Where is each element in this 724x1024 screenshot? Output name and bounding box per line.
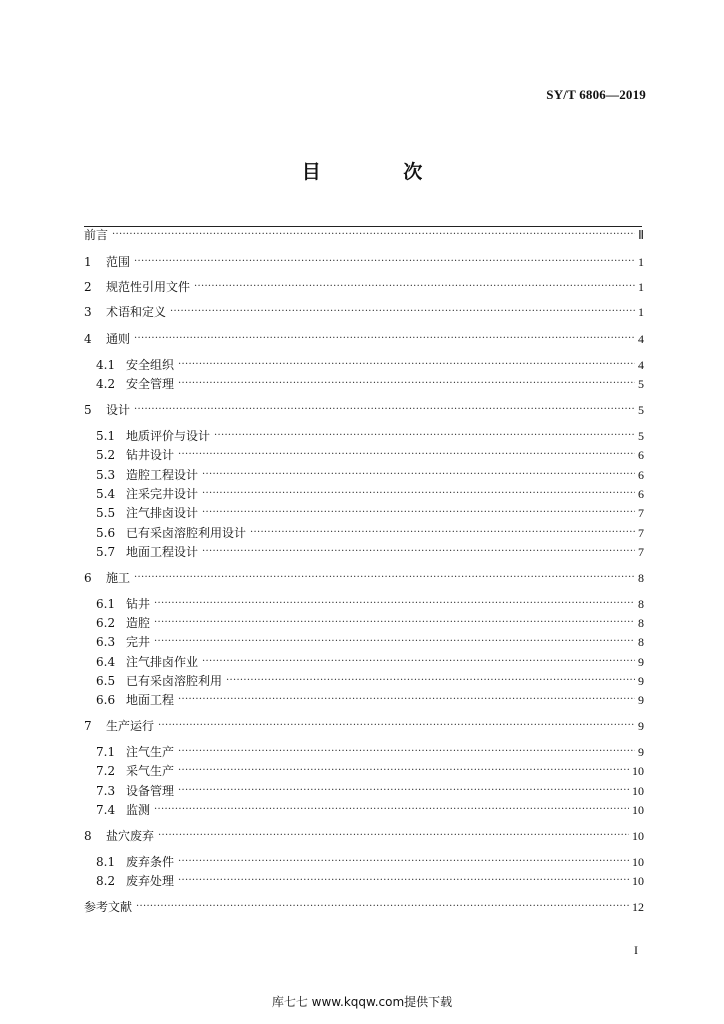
toc-entry-number: 6 — [84, 571, 92, 585]
toc-entry-title: 规范性引用文件 — [106, 280, 191, 294]
toc-leader-dots — [170, 303, 635, 321]
toc-entry-page: 1 — [638, 305, 644, 319]
toc-entry-title: 注采完井设计 — [126, 487, 199, 501]
toc-entry[interactable] — [96, 427, 644, 445]
toc-entry-title: 废弃处理 — [126, 874, 175, 888]
page-title: 目 次 — [301, 161, 461, 183]
toc-leader-dots — [134, 569, 635, 587]
toc-entry-number: 6.5 — [96, 674, 116, 688]
toc-entry-page: Ⅱ — [638, 228, 644, 242]
toc-entry-title: 设备管理 — [126, 784, 175, 798]
toc-entry-page: 7 — [638, 545, 644, 559]
toc-entry-title: 监测 — [126, 803, 151, 817]
toc-leader-dots — [202, 485, 635, 503]
toc-entry-title: 参考文献 — [84, 900, 133, 914]
toc-entry[interactable] — [96, 375, 644, 393]
toc-entry[interactable] — [96, 356, 644, 374]
toc-leader-dots — [178, 743, 635, 761]
toc-leader-dots — [134, 401, 635, 419]
toc-entry-page: 9 — [638, 693, 644, 707]
toc-entry-page: 5 — [638, 377, 644, 391]
toc-entry-page: 10 — [632, 803, 644, 817]
toc-leader-dots — [178, 853, 629, 871]
toc-entry-page: 7 — [638, 506, 644, 520]
toc-entry-number: 5.7 — [96, 545, 116, 559]
toc-entry-title: 注气生产 — [126, 745, 175, 759]
toc-entry[interactable] — [84, 717, 644, 735]
toc-entry-number: 7.4 — [96, 803, 116, 817]
toc-entry-number: 7 — [84, 719, 92, 733]
toc-entry-title: 生产运行 — [106, 719, 155, 733]
toc-entry[interactable] — [96, 485, 644, 503]
toc-entry[interactable] — [96, 614, 644, 632]
toc-entry-title: 通则 — [106, 332, 131, 346]
footer-text: 库七七 www.kqqw.com提供下载 — [271, 995, 453, 1009]
toc-entry[interactable] — [84, 226, 644, 244]
toc-entry-page: 7 — [638, 526, 644, 540]
toc-entry-page: 5 — [638, 429, 644, 443]
toc-entry-page: 9 — [638, 674, 644, 688]
toc-entry[interactable] — [96, 801, 644, 819]
toc-entry-number: 5.2 — [96, 448, 116, 462]
toc-entry-page: 6 — [638, 487, 644, 501]
toc-entry-number: 6.1 — [96, 597, 116, 611]
toc-entry-number: 5.4 — [96, 487, 116, 501]
toc-entry[interactable] — [84, 278, 644, 296]
toc-leader-dots — [112, 226, 635, 244]
toc-leader-dots — [154, 595, 635, 613]
toc-entry-number: 5.6 — [96, 526, 116, 540]
toc-leader-dots — [202, 543, 635, 561]
toc-entry-page: 8 — [638, 635, 644, 649]
toc-entry-page: 4 — [638, 358, 644, 372]
toc-entry[interactable] — [84, 569, 644, 587]
toc-entry-title: 钻井 — [126, 597, 151, 611]
toc-leader-dots — [178, 691, 635, 709]
toc-entry-page: 10 — [632, 874, 644, 888]
toc-leader-dots — [158, 717, 635, 735]
toc-entry-page: 1 — [638, 280, 644, 294]
toc-entry[interactable] — [96, 691, 644, 709]
toc-entry-page: 8 — [638, 616, 644, 630]
toc-leader-dots — [202, 653, 635, 671]
toc-entry-page: 10 — [632, 764, 644, 778]
toc-entry[interactable] — [84, 898, 644, 916]
toc-entry[interactable] — [96, 853, 644, 871]
toc-leader-dots — [154, 633, 635, 651]
toc-entry-number: 3 — [84, 305, 92, 319]
toc-entry-title: 地面工程设计 — [126, 545, 199, 559]
toc-entry[interactable] — [96, 466, 644, 484]
toc-entry[interactable] — [96, 595, 644, 613]
standard-code: SY/T 6806—2019 — [546, 87, 646, 102]
toc-entry-number: 5.5 — [96, 506, 116, 520]
toc-entry[interactable] — [84, 303, 644, 321]
toc-entry[interactable] — [96, 653, 644, 671]
toc-entry[interactable] — [96, 872, 644, 890]
toc-entry-title: 安全管理 — [126, 377, 175, 391]
toc-entry-number: 7.1 — [96, 745, 116, 759]
toc-entry-page: 8 — [638, 597, 644, 611]
toc-entry-title: 地质评价与设计 — [126, 429, 211, 443]
toc-entry[interactable] — [84, 401, 644, 419]
toc-entry-title: 施工 — [106, 571, 131, 585]
toc-entry-number: 4.1 — [96, 358, 116, 372]
toc-leader-dots — [134, 330, 635, 348]
toc-entry[interactable] — [84, 330, 644, 348]
toc-leader-dots — [178, 782, 629, 800]
toc-entry-page: 9 — [638, 655, 644, 669]
toc-entry-number: 7.2 — [96, 764, 116, 778]
toc-entry-number: 6.3 — [96, 635, 116, 649]
toc-entry-page: 8 — [638, 571, 644, 585]
toc-entry-number: 8.2 — [96, 874, 116, 888]
toc-leader-dots — [202, 504, 635, 522]
toc-leader-dots — [154, 801, 629, 819]
toc-leader-dots — [154, 614, 635, 632]
toc-entry-number: 1 — [84, 255, 92, 269]
toc-leader-dots — [226, 672, 635, 690]
toc-entry-title: 完井 — [126, 635, 151, 649]
toc-entry-page: 6 — [638, 468, 644, 482]
toc-entry-title: 范围 — [106, 255, 131, 269]
toc-entry-number: 6.6 — [96, 693, 116, 707]
toc-entry-title: 盐穴废弃 — [106, 829, 155, 843]
toc-leader-dots — [178, 872, 629, 890]
toc-entry-number: 8.1 — [96, 855, 116, 869]
toc-leader-dots — [214, 427, 635, 445]
toc-entry-number: 4 — [84, 332, 92, 346]
toc-entry-title: 前言 — [84, 228, 109, 242]
toc-entry-title: 造腔工程设计 — [126, 468, 199, 482]
toc-entry-number: 5.1 — [96, 429, 116, 443]
toc-entry-number: 2 — [84, 280, 92, 294]
toc-entry-title: 设计 — [106, 403, 131, 417]
toc-entry-number: 5.3 — [96, 468, 116, 482]
toc-entry-title: 术语和定义 — [106, 305, 167, 319]
toc-entry-title: 地面工程 — [126, 693, 175, 707]
toc-entry-number: 5 — [84, 403, 92, 417]
toc-entry[interactable] — [84, 253, 644, 271]
toc-leader-dots — [136, 898, 629, 916]
toc-entry-number: 7.3 — [96, 784, 116, 798]
toc-entry-title: 注气排卤作业 — [126, 655, 199, 669]
toc-leader-dots — [250, 524, 635, 542]
toc-entry-title: 已有采卤溶腔利用设计 — [126, 526, 247, 540]
toc-entry[interactable] — [96, 633, 644, 651]
toc-leader-dots — [134, 253, 635, 271]
toc-entry-page: 9 — [638, 719, 644, 733]
toc-entry[interactable] — [96, 782, 644, 800]
toc-entry[interactable] — [96, 672, 644, 690]
toc-entry-page: 10 — [632, 855, 644, 869]
toc-entry-title: 造腔 — [126, 616, 151, 630]
toc-entry-page: 10 — [632, 784, 644, 798]
toc-leader-dots — [178, 446, 635, 464]
toc-entry-title: 安全组织 — [126, 358, 175, 372]
toc-entry-page: 10 — [632, 829, 644, 843]
toc-entry[interactable] — [96, 504, 644, 522]
toc-entry-page: 5 — [638, 403, 644, 417]
toc-entry[interactable] — [96, 446, 644, 464]
toc-entry-title: 注气排卤设计 — [126, 506, 199, 520]
toc-entry-number: 6.4 — [96, 655, 116, 669]
page-folio: I — [634, 943, 638, 957]
toc-leader-dots — [178, 762, 629, 780]
toc-entry-title: 钻井设计 — [126, 448, 175, 462]
toc-leader-dots — [202, 466, 635, 484]
toc-entry-page: 9 — [638, 745, 644, 759]
toc-leader-dots — [178, 375, 635, 393]
toc-entry-number: 4.2 — [96, 377, 116, 391]
toc-leader-dots — [158, 827, 629, 845]
toc-entry[interactable] — [96, 762, 644, 780]
toc-entry-page: 6 — [638, 448, 644, 462]
toc-entry-title: 采气生产 — [126, 764, 175, 778]
toc-entry-page: 4 — [638, 332, 644, 346]
toc-entry[interactable] — [96, 743, 644, 761]
toc-entry-number: 6.2 — [96, 616, 116, 630]
toc-entry[interactable] — [84, 827, 644, 845]
toc-entry[interactable] — [96, 543, 644, 561]
toc-leader-dots — [178, 356, 635, 374]
toc-entry[interactable] — [96, 524, 644, 542]
toc-entry-page: 1 — [638, 255, 644, 269]
toc-entry-title: 已有采卤溶腔利用 — [126, 674, 223, 688]
toc-entry-page: 12 — [632, 900, 644, 914]
toc-entry-title: 废弃条件 — [126, 855, 175, 869]
toc-leader-dots — [194, 278, 635, 296]
toc-entry-number: 8 — [84, 829, 92, 843]
